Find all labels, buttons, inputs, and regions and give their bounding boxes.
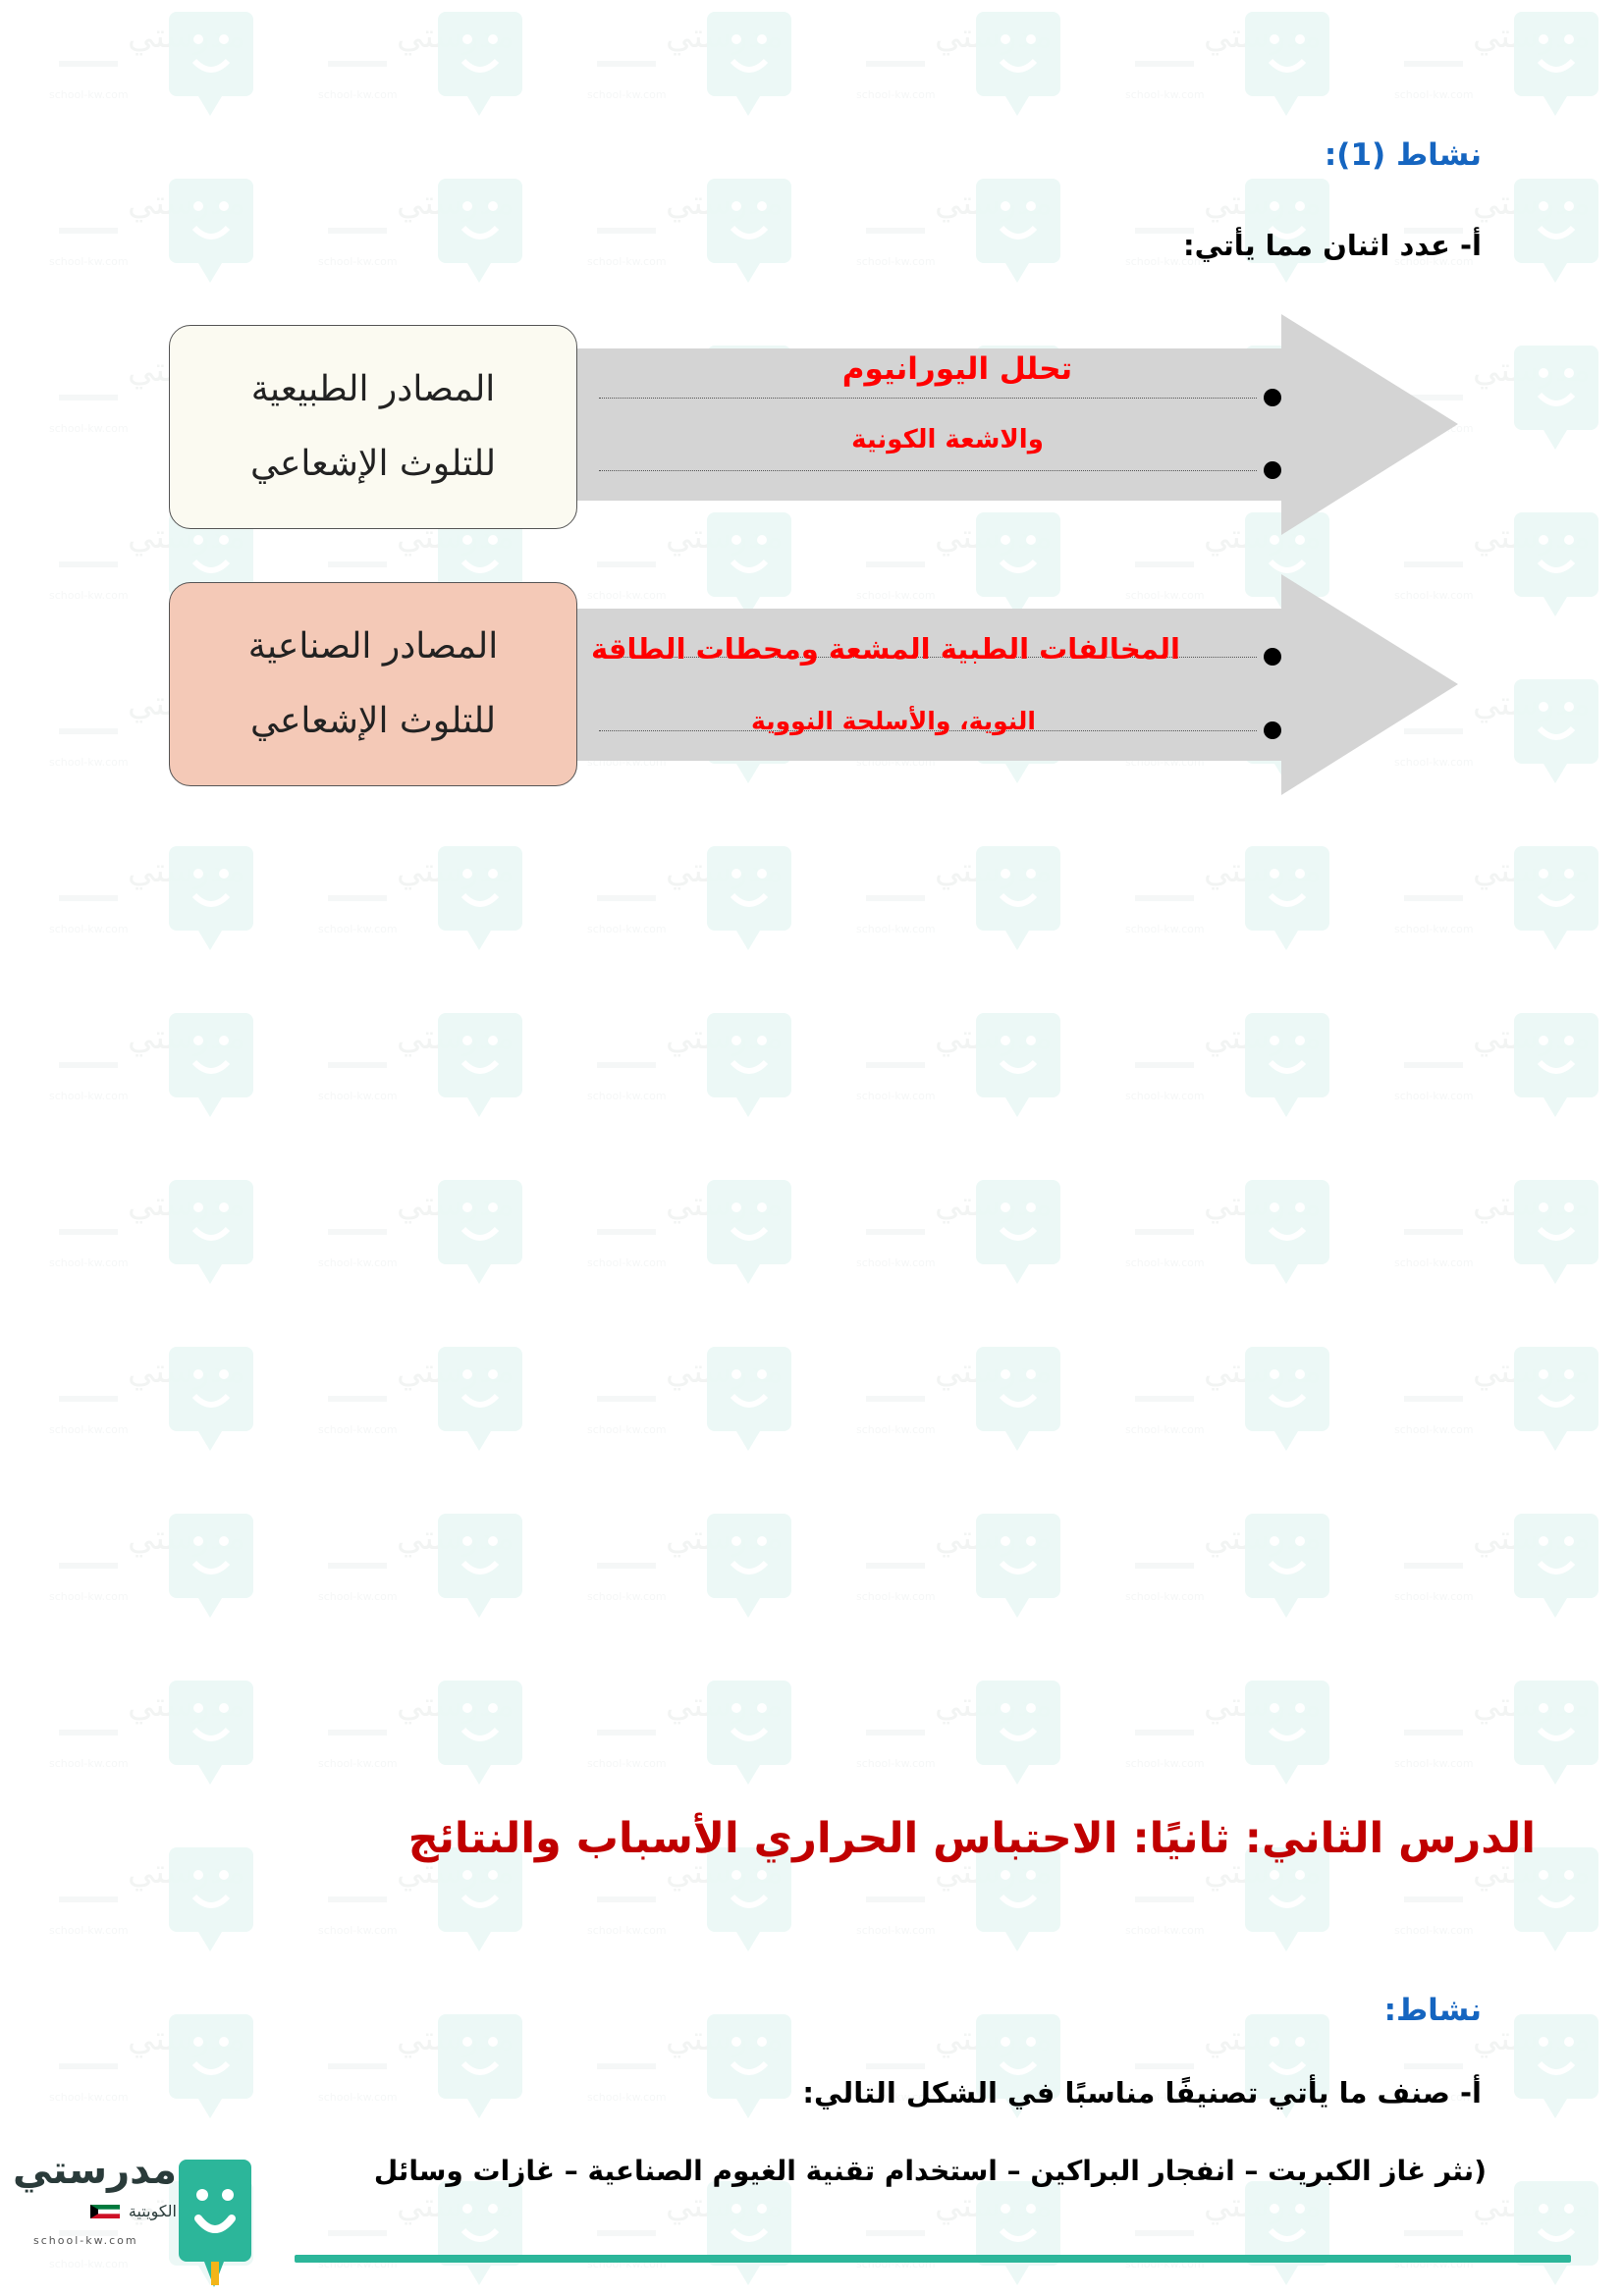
natural-answer-1: تحلل اليورانيوم (841, 351, 1073, 387)
logo-brand-name: مدرستي (12, 2148, 177, 2193)
activity-2-items: (نثر غاز الكبريت – انفجار البراكين – استخدام تقنية الغيوم الصناعية – غازات وسائل (373, 2155, 1487, 2187)
industrial-sources-arrow (550, 574, 1463, 800)
activity-2-title: نشاط: (1383, 1993, 1482, 2028)
industrial-sources-box (169, 582, 577, 786)
madrasati-badge-icon (179, 2160, 251, 2289)
industrial-answer-2: النوية، والأسلحة النووية (751, 707, 1036, 735)
activity-2-question: أ- صنف ما يأتي تصنيفًا مناسبًا في الشكل التالي: (802, 2076, 1482, 2109)
industrial-sources-label-line2: للتلوث الإشعاعي (249, 701, 497, 741)
bullet-dot-icon (1264, 648, 1281, 666)
answer-line (599, 398, 1257, 399)
bullet-dot-icon (1264, 721, 1281, 739)
lesson-2-heading: الدرس الثاني: ثانيًا: الاحتباس الحراري الأسباب والنتائج (407, 1814, 1536, 1863)
bullet-dot-icon (1264, 389, 1281, 406)
industrial-sources-label-line1: المصادر الصناعية (247, 626, 499, 667)
industrial-answer-1: المخالفات الطبية المشعة ومحطات الطاقة (590, 632, 1180, 666)
footer-rule (295, 2255, 1571, 2263)
kuwait-flag-icon (90, 2205, 120, 2218)
natural-answer-2: والاشعة الكونية (851, 425, 1044, 454)
bullet-dot-icon (1264, 461, 1281, 479)
logo-brand-url: school-kw.com (33, 2234, 138, 2247)
answer-line (599, 470, 1257, 471)
natural-sources-label-line1: المصادر الطبيعية (250, 369, 496, 409)
natural-sources-box (169, 325, 577, 529)
activity-1-question: أ- عدد اثنان مما يأتي: (1182, 229, 1482, 262)
activity-1-title: نشاط (1): (1324, 137, 1482, 173)
logo-brand-sub: الكويتية (128, 2202, 177, 2220)
madrasati-logo-icon (12, 2148, 255, 2291)
natural-sources-label-line2: للتلوث الإشعاعي (249, 444, 497, 484)
